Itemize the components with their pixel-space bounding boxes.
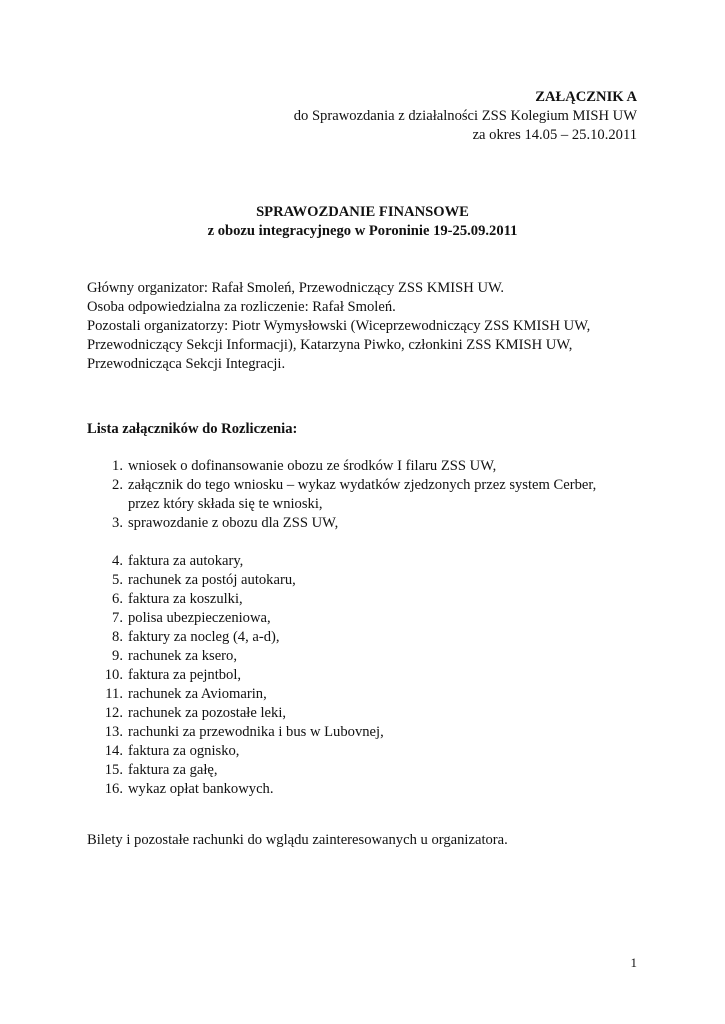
organizers-section <box>87 279 647 374</box>
attachment-subtitle-line2: za okres 14.05 – 25.10.2011 <box>472 127 637 143</box>
list-item <box>87 552 647 571</box>
list-item-text: rachunki za przewodnika i bus w Lubovnej, <box>128 724 384 740</box>
attachments-list <box>87 457 647 799</box>
attachments-heading: Lista załączników do Rozliczenia: <box>87 421 298 437</box>
organizers-line: Osoba odpowiedzialna za rozliczenie: Rafał Smoleń. <box>87 299 396 315</box>
footer-note: Bilety i pozostałe rachunki do wglądu zainteresowanych u organizatora. <box>87 832 508 848</box>
list-item <box>87 628 647 647</box>
list-item-number: 1. <box>112 458 123 474</box>
organizers-line: Przewodniczący Sekcji Informacji), Katarzyna Piwko, członkini ZSS KMISH UW, <box>87 337 573 353</box>
list-item-text-continued: przez który składa się te wnioski, <box>128 496 323 512</box>
list-item-number: 2. <box>112 477 123 493</box>
organizers-line: Przewodnicząca Sekcji Integracji. <box>87 356 286 372</box>
list-item-text: załącznik do tego wniosku – wykaz wydatków zjedzonych przez system Cerber, <box>128 477 597 493</box>
list-item-number: 11. <box>105 686 123 702</box>
page-number: 1 <box>630 955 637 970</box>
list-item-number: 5. <box>112 572 123 588</box>
list-spacer <box>87 533 647 552</box>
list-item-number: 12. <box>104 705 123 721</box>
list-item <box>87 476 647 514</box>
list-item-number: 4. <box>112 553 123 569</box>
report-title-block <box>0 203 725 241</box>
list-item-number: 3. <box>112 515 123 531</box>
list-item <box>87 704 647 723</box>
list-item-text: faktura za ognisko, <box>128 743 240 759</box>
attachment-subtitle-line1: do Sprawozdania z działalności ZSS Kolegium MISH UW <box>293 108 637 124</box>
list-item <box>87 761 647 780</box>
list-item <box>87 590 647 609</box>
report-subtitle: z obozu integracyjnego w Poroninie 19-25.09.2011 <box>207 223 518 239</box>
attachment-header <box>294 88 637 145</box>
list-item-text: wykaz opłat bankowych. <box>128 781 274 797</box>
list-item-number: 9. <box>112 648 123 664</box>
list-item-text: faktury za nocleg (4, a-d), <box>128 629 280 645</box>
list-item-number: 13. <box>104 724 123 740</box>
list-item-number: 16. <box>104 781 123 797</box>
organizers-line: Pozostali organizatorzy: Piotr Wymysłowski (Wiceprzewodniczący ZSS KMISH UW, <box>87 318 591 334</box>
list-item-text: faktura za autokary, <box>128 553 244 569</box>
list-item <box>87 685 647 704</box>
list-item <box>87 457 647 476</box>
list-item-text: faktura za koszulki, <box>128 591 243 607</box>
list-item-number: 10. <box>104 667 123 683</box>
list-item-text: rachunek za pozostałe leki, <box>128 705 287 721</box>
list-item <box>87 666 647 685</box>
list-item-number: 6. <box>112 591 123 607</box>
list-item <box>87 780 647 799</box>
list-item <box>87 647 647 666</box>
list-item-text: faktura za gałę, <box>128 762 218 778</box>
list-item <box>87 514 647 533</box>
list-item-text: faktura za pejntbol, <box>128 667 242 683</box>
list-item-number: 8. <box>112 629 123 645</box>
report-title: SPRAWOZDANIE FINANSOWE <box>256 204 469 220</box>
list-item-number: 7. <box>112 610 123 626</box>
list-item <box>87 742 647 761</box>
list-item-text: rachunek za postój autokaru, <box>128 572 296 588</box>
list-item-text: rachunek za Aviomarin, <box>128 686 267 702</box>
list-item-text: rachunek za ksero, <box>128 648 237 664</box>
list-item-number: 15. <box>104 762 123 778</box>
list-item-text: wniosek o dofinansowanie obozu ze środków I filaru ZSS UW, <box>128 458 497 474</box>
list-item <box>87 571 647 590</box>
attachment-title: ZAŁĄCZNIK A <box>535 89 637 105</box>
list-item-text: sprawozdanie z obozu dla ZSS UW, <box>128 515 339 531</box>
organizers-line: Główny organizator: Rafał Smoleń, Przewodniczący ZSS KMISH UW. <box>87 280 505 296</box>
list-item-number: 14. <box>104 743 123 759</box>
list-item-text: polisa ubezpieczeniowa, <box>128 610 271 626</box>
list-item <box>87 723 647 742</box>
list-item <box>87 609 647 628</box>
